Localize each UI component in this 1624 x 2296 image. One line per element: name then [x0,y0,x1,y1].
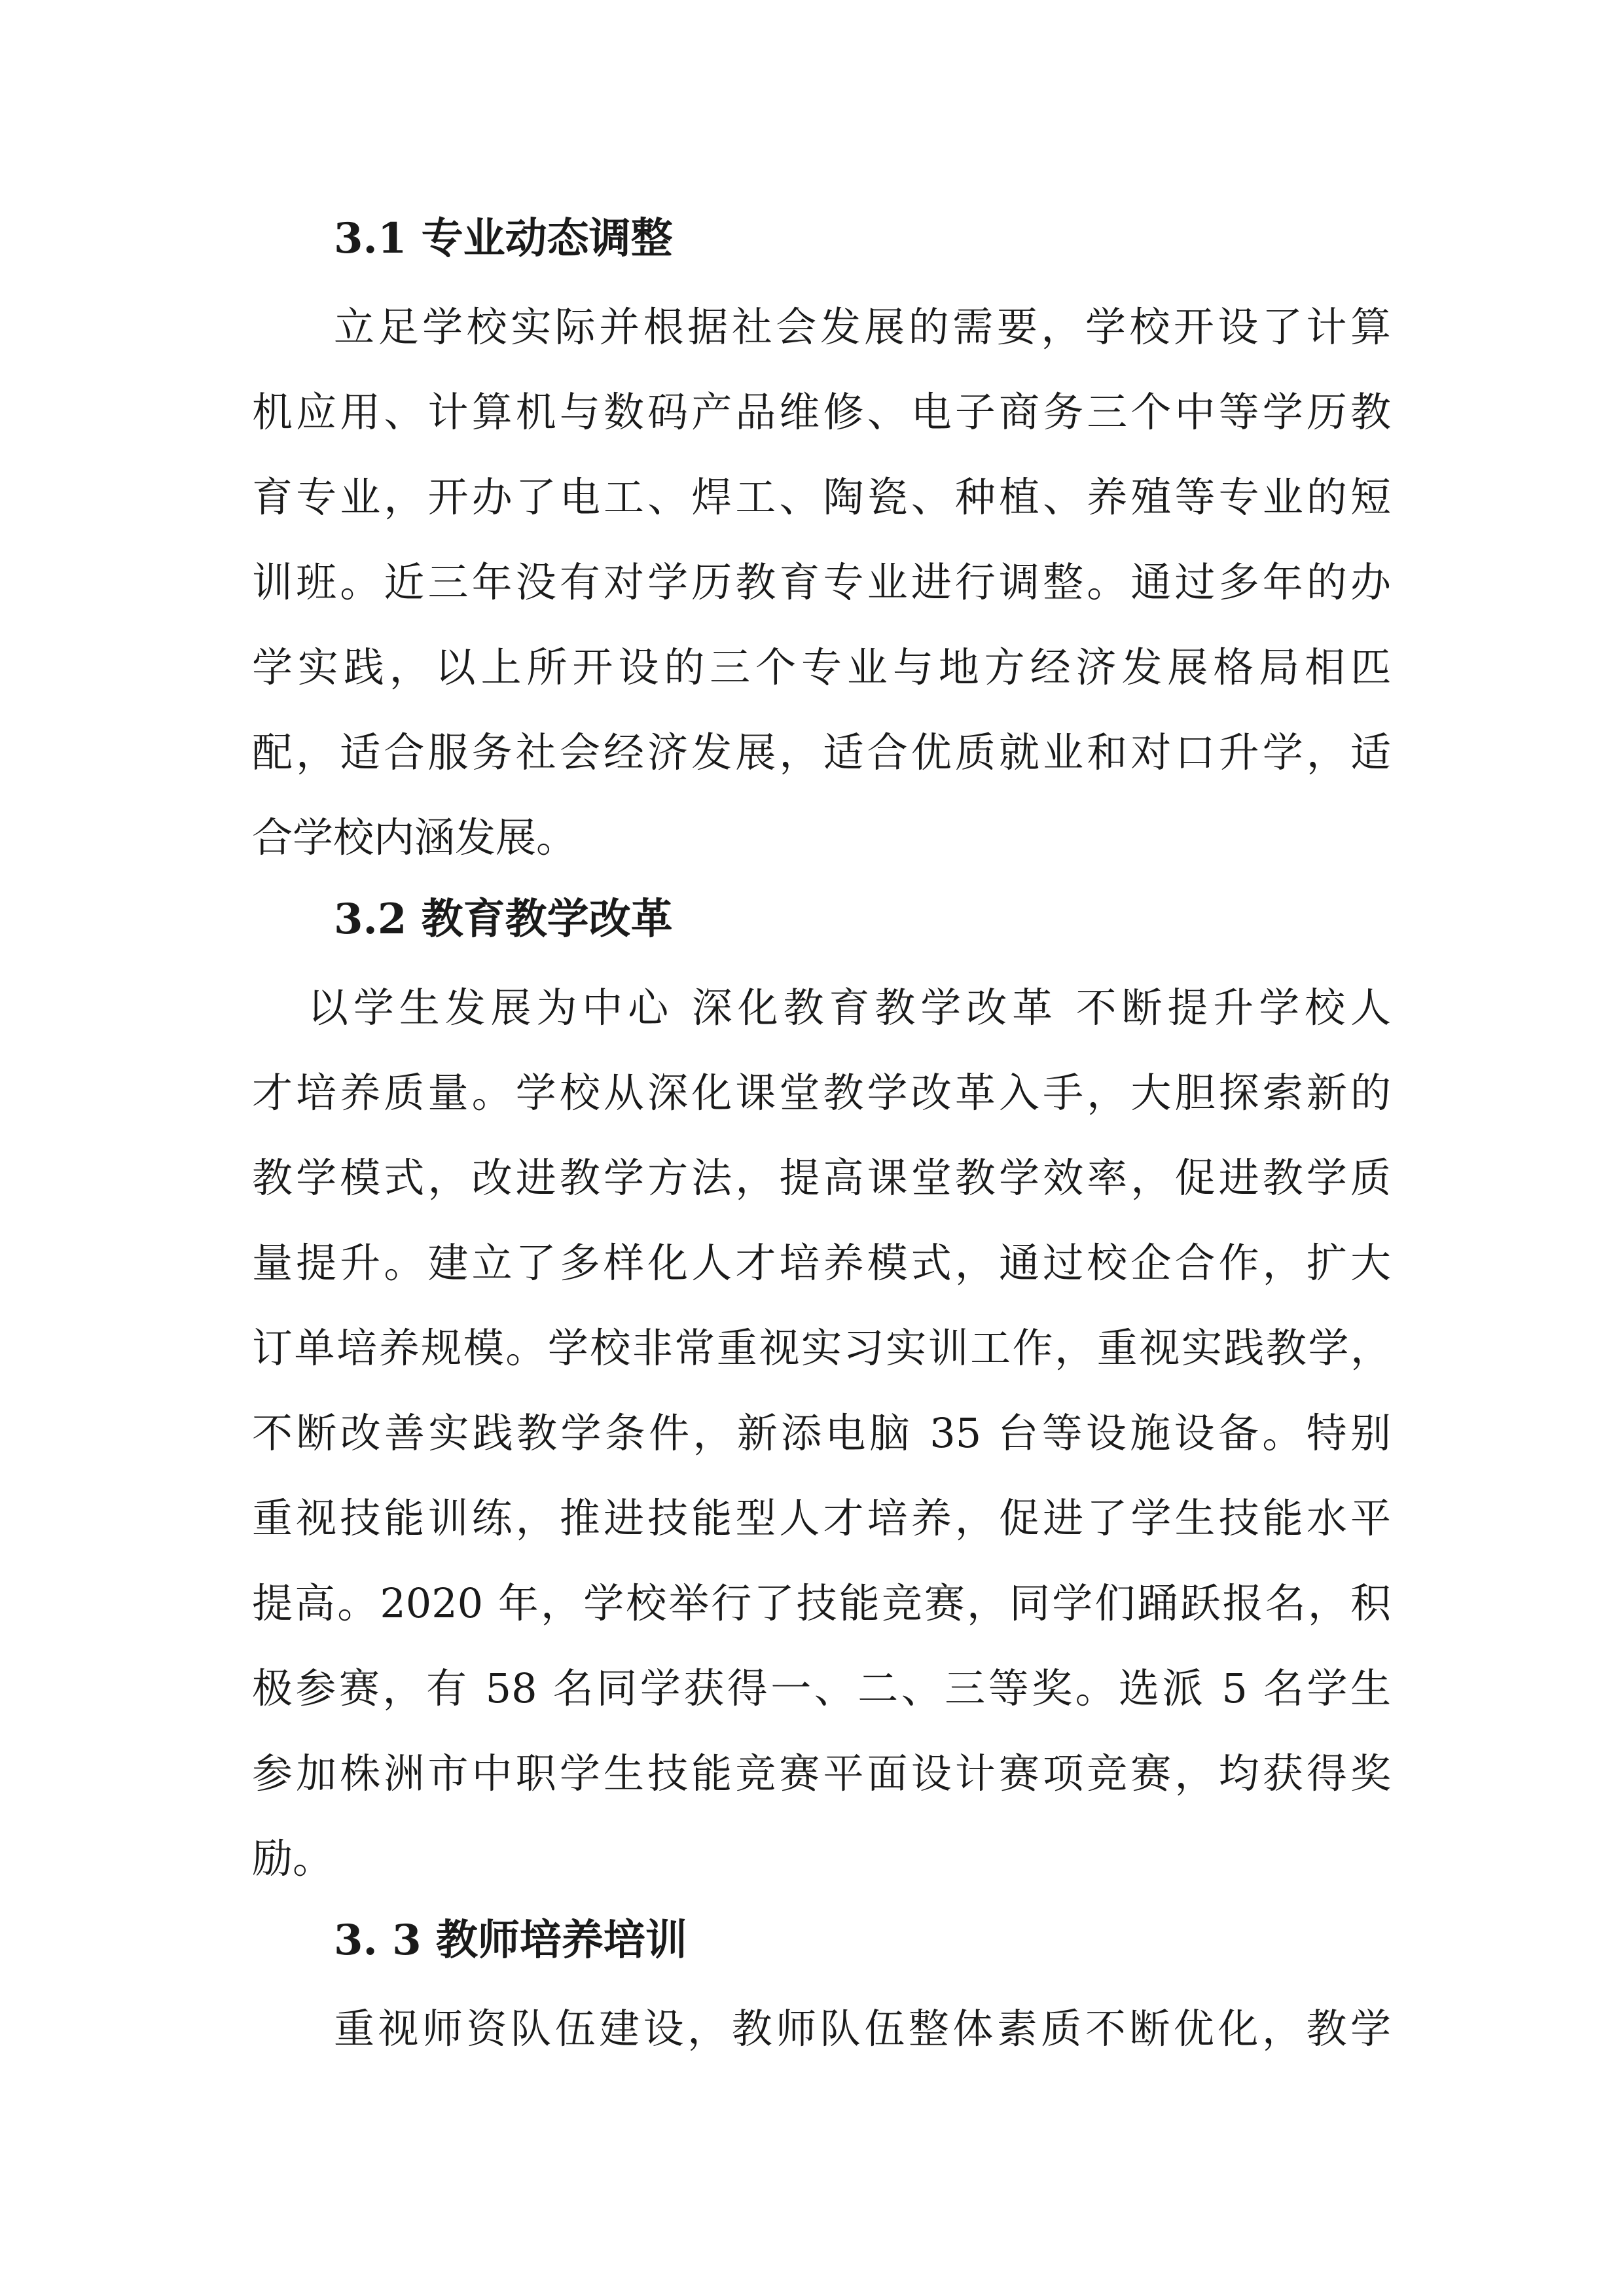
paragraph-line: 训班。近三年没有对学历教育专业进行调整。通过多年的办 [252,558,1391,606]
paragraph-line: 学实践，以上所开设的三个专业与地方经济发展格局相匹 [252,643,1391,691]
paragraph-line: 极参赛，有 58 名同学获得一、二、三等奖。选派 5 名学生 [252,1664,1391,1712]
paragraph-line: 提高。2020 年，学校举行了技能竞赛，同学们踊跃报名，积 [252,1579,1391,1627]
paragraph-line: 订单培养规模。学校非常重视实习实训工作，重视实践教学， [252,1324,1391,1372]
paragraph-line: 重视师资队伍建设，教师队伍整体素质不断优化，教学 [334,2005,1391,2053]
paragraph-line: 重视技能训练，推进技能型人才培养，促进了学生技能水平 [252,1494,1391,1542]
paragraph-line: 配，适合服务社会经济发展，适合优质就业和对口升学，适 [252,728,1391,776]
paragraph-line: 励。 [252,1835,334,1882]
paragraph-line: 不断改善实践教学条件，新添电脑 35 台等设施设备。特别 [252,1409,1391,1457]
section-heading-3-1: 3.1 专业动态调整 [334,214,673,263]
paragraph-line: 育专业，开办了电工、焊工、陶瓷、种植、养殖等专业的短 [252,473,1391,521]
paragraph-line: 机应用、计算机与数码产品维修、电子商务三个中等学历教 [252,388,1391,436]
paragraph-line: 立足学校实际并根据社会发展的需要，学校开设了计算 [334,303,1391,351]
paragraph-line: 以学生发展为中心 深化教育教学改革 不断提升学校人 [308,984,1391,1031]
section-heading-3-2: 3.2 教育教学改革 [334,895,673,944]
section-heading-3-3: 3. 3 教师培养培训 [334,1916,687,1965]
paragraph-line: 量提升。建立了多样化人才培养模式，通过校企合作，扩大 [252,1239,1391,1287]
paragraph-line: 教学模式，改进教学方法，提高课堂教学效率，促进教学质 [252,1154,1391,1202]
paragraph-line: 合学校内涵发展。 [252,814,577,861]
paragraph-line: 参加株洲市中职学生技能竞赛平面设计赛项竞赛，均获得奖 [252,1749,1391,1797]
paragraph-line: 才培养质量。学校从深化课堂教学改革入手，大胆探索新的 [252,1069,1391,1117]
